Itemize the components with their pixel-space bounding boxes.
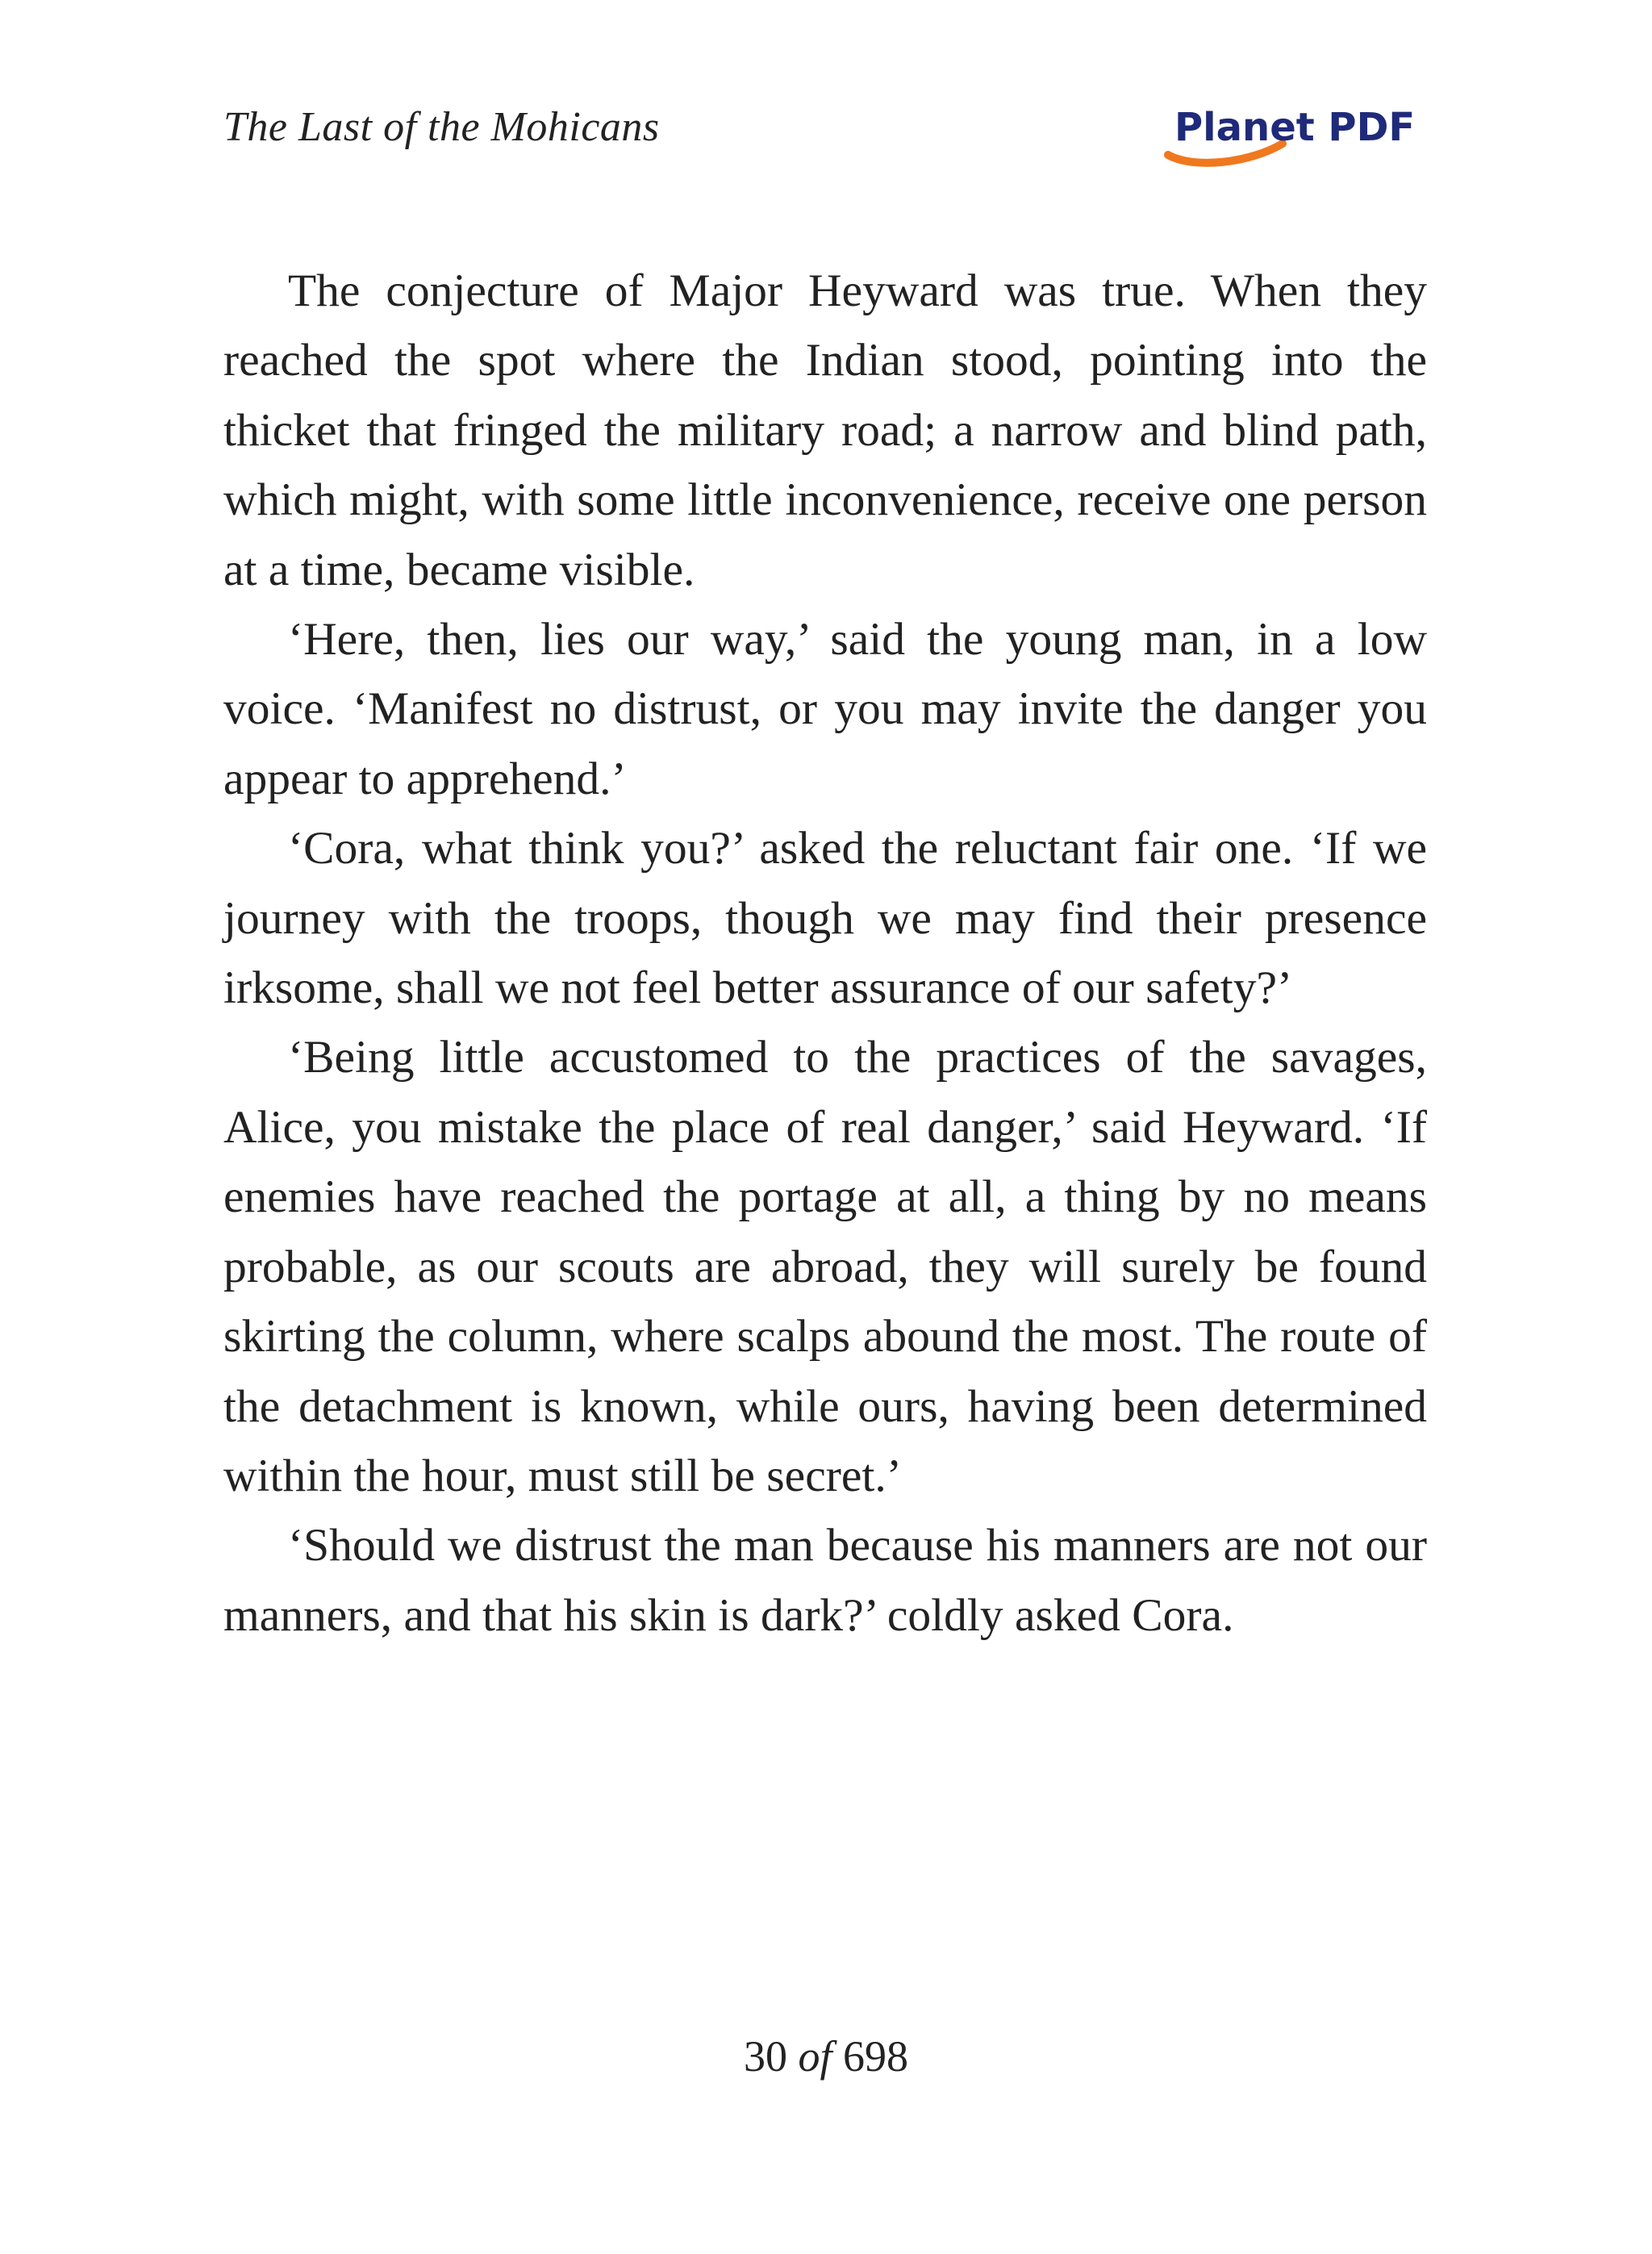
planet-pdf-logo-icon [1162, 98, 1428, 171]
of-label: of [798, 2032, 832, 2081]
paragraph: ‘Should we distrust the man because his manners are not our manners, and that his skin is dark?’ coldly asked Cora. [223, 1520, 1427, 1641]
page-number [0, 2031, 1652, 2081]
book-title: The Last of the Mohicans [223, 104, 660, 150]
paragraph: The conjecture of Major Heyward was true. When they reached the spot where the Indian stood, pointing into the thicket that fringed the military road; a narrow and blind path, which might, with some little inconvenience, receive one person at a time, became visible. [223, 265, 1427, 595]
planet-pdf-logo [1162, 98, 1428, 171]
total-pages: 698 [843, 2032, 908, 2081]
paragraph: ‘Here, then, lies our way,’ said the young man, in a low voice. ‘Manifest no distrust, or you may invite the danger you appear to apprehend.’ [223, 614, 1427, 804]
paragraph: ‘Cora, what think you?’ asked the reluctant fair one. ‘If we journey with the troops, though we may find their presence irksome, shall we not feel better assurance of our safety?’ [223, 823, 1427, 1014]
page-body [223, 257, 1427, 1651]
paragraph: ‘Being little accustomed to the practices of the savages, Alice, you mistake the place of real danger,’ said Heyward. ‘If enemies have reached the portage at all, a thing by no means probable, as our scouts are abroad, they will surely be found skirting the column, where scalps abound the most. The route of the detachment is known, while ours, having been determined within the hour, must still be secret.’ [223, 1032, 1427, 1501]
current-page: 30 [743, 2032, 787, 2081]
logo-text: Planet PDF [1174, 105, 1416, 150]
